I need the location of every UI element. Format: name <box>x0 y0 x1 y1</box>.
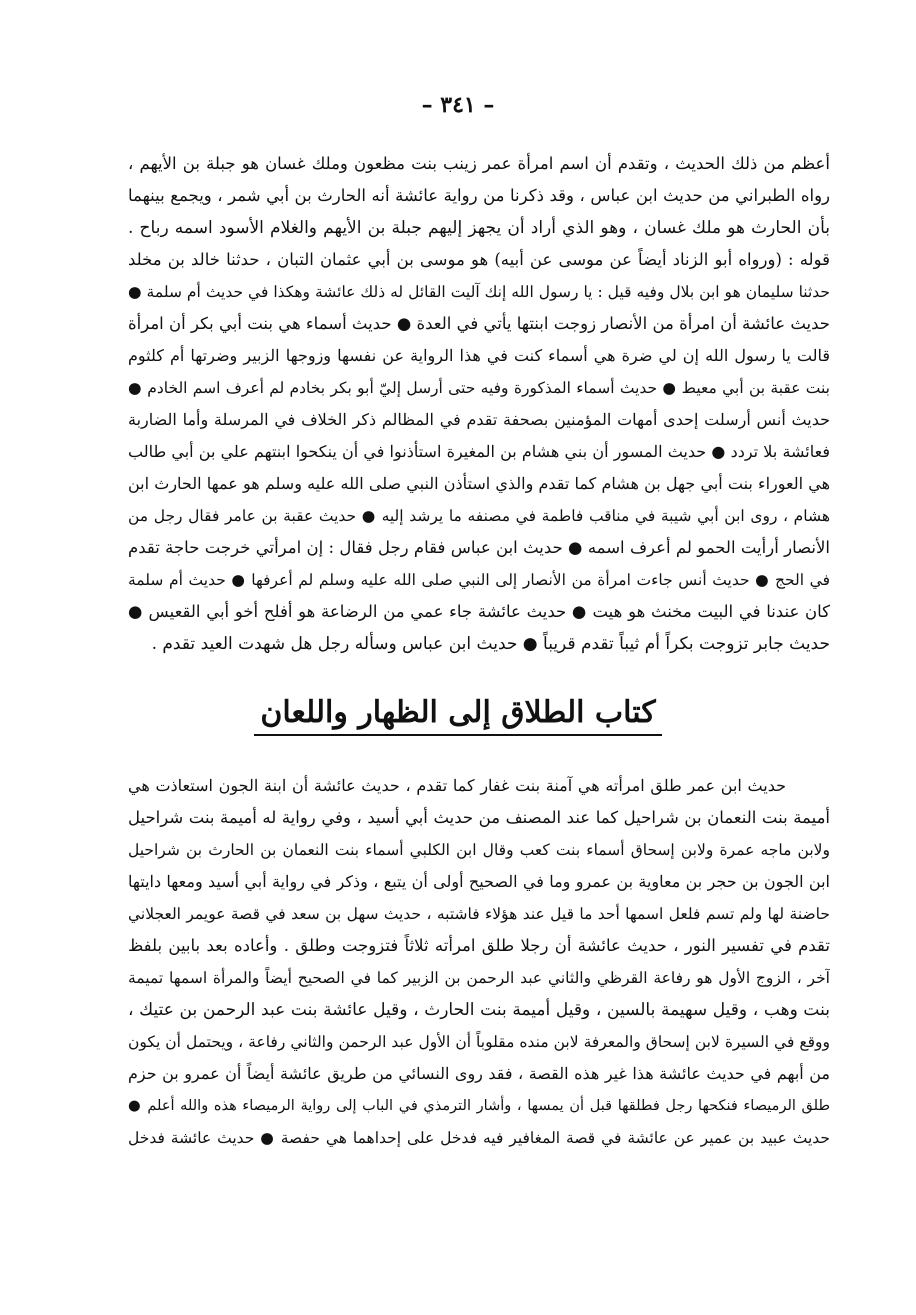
text-line: قالت يا رسول الله إن لي ضرة هي أسماء كنت في هذا الرواية عن نفسها وزوجها الزبير وضرتها أم كلثوم <box>128 346 830 365</box>
commentary-paragraph-2 <box>128 770 830 1154</box>
text-line: آخر ، الزوج الأول هو رفاعة القرظي والثاني عبد الرحمن بن الزبير كما في الصحيح أيضاً والمرأة اسمها تميمة <box>128 969 830 987</box>
text-line: ابن الجون بن حجر بن معاوية بن عمرو وما في الصحيح أولى أن يتبع ، وذكر في رواية أبي أسيد ومعها دايتها <box>128 872 830 891</box>
text-line: بنت وهب ، وقيل سهيمة بالسين ، وقيل أميمة بنت الحارث ، وقيل عائشة بنت عبد الرحمن بن عتيك ، <box>128 1000 830 1020</box>
text-line: الأنصار أرأيت الحمو لم أعرف اسمه ● حديث ابن عباس فقام رجل فقال : إن امرأتي خرجت حاجة تقدم <box>128 538 830 557</box>
text-line: حديث أنس أرسلت إحدى أمهات المؤمنين بصحفة تقدم في المظالم ذكر الخلاف في المرسلة وأما الضاربة <box>128 410 830 429</box>
text-line: حدثنا سليمان هو ابن بلال وفيه قيل : يا رسول الله إنك آليت القائل له ذلك عائشة وهكذا في حديث أم سلمة ● <box>128 283 830 301</box>
text-line: هشام ، روى ابن أبي شيبة في مناقب فاطمة في مصنفه ما يرشد إليه ● حديث عقبة بن عامر فقال رجل من <box>128 507 830 525</box>
text-line: طلق الرميصاء فنكحها رجل فطلقها قبل أن يمسها ، وأشار الترمذي في الباب إلى رواية الرميصاء هذه والله أعلم ● <box>128 1098 830 1114</box>
commentary-paragraph-1 <box>128 148 830 660</box>
page-number: – ٣٤١ – <box>421 92 495 118</box>
text-line: حديث عبيد بن عمير عن عائشة في قصة المغافير فيه فدخل على إحداهما هي حفصة ● حديث عائشة فدخل <box>128 1129 830 1147</box>
text-line: في الحج ● حديث أنس جاءت امرأة من الأنصار إلى النبي صلى الله عليه وسلم لم أعرفها ● حديث أم سلمة <box>128 571 830 589</box>
text-line: رواه الطبراني من حديث ابن عباس ، وقد ذكرنا من رواية عائشة أنه الحارث بن أبي شمر ، ويجمع بينهما <box>128 186 830 205</box>
text-line: من أبهم في حديث عائشة هذا غير هذه القصة ، فقد روى النسائي من طريق عائشة أيضاً أن عمرو بن حزم <box>128 1064 830 1083</box>
text-line: تقدم في تفسير النور ، حديث عائشة أن رجلا طلق امرأته ثلاثاً فتزوجت وطلق . وأعاده بعد بابين بلفظ <box>128 936 830 955</box>
text-line: أميمة بنت النعمان بن شراحيل كما عند المصنف من حديث أبي أسيد ، وفي رواية له أميمة بنت شراحيل <box>128 808 830 827</box>
text-line: فعائشة بلا تردد ● حديث المسور أن بني هشام بن المغيرة استأذنوا في أن ينكحوا ابنتهم علي بن أبي طالب <box>128 442 830 461</box>
text-line: كان عندنا في البيت مخنث هو هيت ● حديث عائشة جاء عمي من الرضاعة هو أفلح أخو أبي القعيس ● <box>128 602 830 621</box>
section-heading-text: كتاب الطلاق إلى الظهار واللعان <box>254 695 661 736</box>
section-heading <box>0 695 916 736</box>
text-line: هي العوراء بنت أبي جهل بن هشام كما تقدم والذي استأذن النبي صلى الله عليه وسلم هو عمها الحارث ابن <box>128 474 830 493</box>
text-line: حاضنة لها ولم تسم فلعل اسمها أحد ما قيل عند هؤلاء فاشتبه ، حديث سهل بن سعد في قصة عويمر العجلاني <box>128 905 830 923</box>
text-line: حديث جابر تزوجت بكراً أم ثيباً تقدم قريباً ● حديث ابن عباس وسأله رجل هل شهدت العيد تقدم . <box>151 634 830 654</box>
text-line: حديث ابن عمر طلق امرأته هي آمنة بنت غفار كما تقدم ، حديث عائشة أن ابنة الجون استعاذت هي <box>128 776 786 795</box>
text-line: ولابن ماجه عمرة ولابن إسحاق أسماء بنت كعب وقال ابن الكلبي أسماء بنت النعمان بن الحارث بن شراحيل <box>128 841 830 859</box>
text-line: قوله : (ورواه أبو الزناد أيضاً عن موسى عن أبيه) هو موسى بن أبي عثمان التبان ، حدثنا خالد بن مخلد <box>128 250 830 269</box>
text-line: حديث عائشة أن امرأة من الأنصار زوجت ابنتها يأتي في العدة ● حديث أسماء هي بنت أبي بكر أن امرأة <box>128 314 830 333</box>
text-line: ووقع في السيرة لابن إسحاق والمعرفة لابن منده مقلوباً أن الأول عبد الرحمن والثاني رفاعة ، ويحتمل أن يكون <box>128 1033 830 1051</box>
text-line: أعظم من ذلك الحديث ، وتقدم أن اسم امرأة عمر زينب بنت مظعون وملك غسان هو جبلة بن الأيهم ، <box>128 154 830 173</box>
text-line: بنت عقبة بن أبي معيط ● حديث أسماء المذكورة وفيه حتى أرسل إليّ أبو بكر بخادم لم أعرف اسم الخادم ● <box>128 379 830 397</box>
text-line: بأن الحارث هو ملك غسان ، وهو الذي أراد أن يجهز إليهم جبلة بن الأيهم والغلام الأسود اسمه رباح . <box>128 218 830 238</box>
